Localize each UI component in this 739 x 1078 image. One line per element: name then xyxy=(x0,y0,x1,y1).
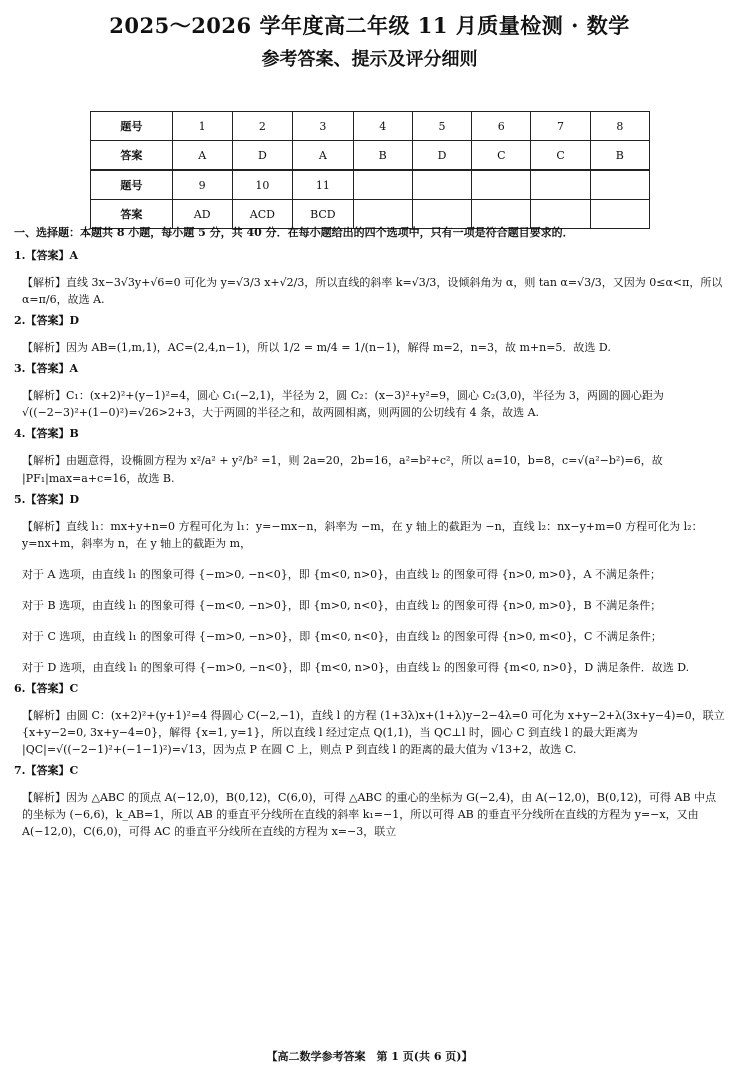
question-block xyxy=(14,425,726,486)
table-cell: D xyxy=(232,141,292,171)
question-answer: 4.【答案】B xyxy=(14,427,79,441)
page-subtitle: 参考答案、提示及评分细则 xyxy=(261,49,478,70)
question-explanation: 【解析】C₁：(x+2)²+(y−1)²=4，圆心 C₁(−2,1)，半径为 2，圆 C₂：(x−3)²+y²=9，圆心 C₂(3,0)，半径为 3，两圆的圆心距为 √((−2−3)²+(1−0)²)=√26>2+3，大于两圆的半径之和，故两圆相离，则两圆的公切线有 4 条，故选 A. xyxy=(22,389,664,420)
case-line: 对于 C 选项，由直线 l₁ 的图象可得 {−m>0, −n>0}，即 {m<0, n<0}，由直线 l₂ 的图象可得 {n>0, m<0}，C 不满足条件； xyxy=(22,629,662,643)
table-header-cell: 题号 xyxy=(91,112,173,141)
answer-table-row xyxy=(91,170,650,200)
question-block xyxy=(14,762,726,840)
table-header-cell: 答案 xyxy=(91,141,173,171)
case-line: 对于 A 选项，由直线 l₁ 的图象可得 {−m>0, −n<0}，即 {m<0, n>0}，由直线 l₂ 的图象可得 {n>0, m>0}，A 不满足条件； xyxy=(22,567,661,581)
table-cell: B xyxy=(590,141,649,171)
table-cell: BCD xyxy=(293,200,354,229)
question-explanation: 【解析】由圆 C：(x+2)²+(y+1)²=4 得圆心 C(−2,−1)，直线 l 的方程 (1+3λ)x+(1+λ)y−2−4λ=0 可化为 x+y−2+λ(3x+y−4)=0，联立 {x+y−2=0, 3x+y−4=0}，解得 {x=1, y=1}，所以直线 l 经过定点 Q(1,1)，当 QC⊥l 时，圆心 C 到直线 l 的最大距离为 |QC|=√((−2−1)²+(−1−1)²)=√13，因为点 P 在圆 C 上，则点 P 到直线 l 的距离的最大值为 √13+2，故选 C. xyxy=(22,708,725,757)
question-answer: 3.【答案】A xyxy=(14,362,79,376)
table-cell: 10 xyxy=(232,170,292,200)
question-explanation: 【解析】由题意得，设椭圆方程为 x²/a² + y²/b² =1，则 2a=20，2b=16，a²=b²+c²，所以 a=10，b=8，c=√(a²−b²)=6，故 |PF₁|max=a+c=16，故选 B. xyxy=(22,454,663,485)
table-cell: A xyxy=(172,141,232,171)
page-footer: 【高二数学参考答案 第 1 页(共 6 页)】 xyxy=(266,1050,473,1063)
table-cell xyxy=(472,170,531,200)
table-cell: 11 xyxy=(293,170,354,200)
question-answer: 5.【答案】D xyxy=(14,492,80,506)
case-line: 对于 B 选项，由直线 l₁ 的图象可得 {−m<0, −n>0}，即 {m>0, n<0}，由直线 l₂ 的图象可得 {n>0, m>0}，B 不满足条件； xyxy=(22,598,662,612)
question-explanation: 【解析】直线 l₁：mx+y+n=0 方程可化为 l₁：y=−mx−n，斜率为 −m，在 y 轴上的截距为 −n，直线 l₂：nx−y+m=0 方程可化为 l₂：y=nx+m，斜率为 n，在 y 轴上的截距为 m， xyxy=(22,519,703,550)
question-answer: 1.【答案】A xyxy=(14,249,79,263)
question-answer: 7.【答案】C xyxy=(14,764,79,778)
question-answer: 6.【答案】C xyxy=(14,681,79,695)
table-cell xyxy=(590,170,649,200)
table-cell xyxy=(531,170,590,200)
table-cell: 6 xyxy=(472,112,531,141)
table-cell: 2 xyxy=(232,112,292,141)
answer-table-row xyxy=(91,141,650,171)
table-cell: ACD xyxy=(232,200,292,229)
question-block xyxy=(14,360,726,421)
answer-body xyxy=(14,224,726,840)
question-answer: 2.【答案】D xyxy=(14,314,80,328)
table-cell: B xyxy=(353,141,412,171)
page-title: 2025～2026 学年度高二年级 11 月质量检测 · 数学 xyxy=(109,13,630,38)
table-cell: D xyxy=(412,141,471,171)
table-cell xyxy=(353,170,412,200)
table-cell: C xyxy=(472,141,531,171)
table-cell xyxy=(412,170,471,200)
question-explanation: 【解析】因为 △ABC 的顶点 A(−12,0)，B(0,12)，C(6,0)，可得 △ABC 的重心的坐标为 G(−2,4)，由 A(−12,0)，B(0,12)，可得 AB 中点的坐标为 (−6,6)，k_AB=1，所以 AB 的垂直平分线所在直线的斜率 k₁=−1，所以可得 AB 的垂直平分线所在直线的方程为 y=−x，又由 A(−12,0)，C(6,0)，可得 AC 的垂直平分线所在直线的方程为 x=−3，联立 xyxy=(22,791,717,839)
answer-table-row xyxy=(91,112,650,141)
table-cell: 8 xyxy=(590,112,649,141)
question-block xyxy=(14,491,726,676)
table-cell: 9 xyxy=(172,170,232,200)
table-header-cell: 题号 xyxy=(91,170,173,200)
table-header-cell: 答案 xyxy=(91,200,173,229)
table-cell: 4 xyxy=(353,112,412,141)
table-cell: 5 xyxy=(412,112,471,141)
table-cell: A xyxy=(293,141,354,171)
table-cell: 3 xyxy=(293,112,354,141)
case-line: 对于 D 选项，由直线 l₁ 的图象可得 {−m>0, −n<0}，即 {m<0, n>0}，由直线 l₂ 的图象可得 {m<0, n>0}，D 满足条件．故选 D. xyxy=(22,660,690,674)
question-block xyxy=(14,312,726,356)
table-cell: C xyxy=(531,141,590,171)
table-cell: AD xyxy=(172,200,232,229)
table-cell: 1 xyxy=(172,112,232,141)
question-block xyxy=(14,680,726,758)
question-explanation: 【解析】因为 AB=(1,m,1)，AC=(2,4,n−1)，所以 1/2 = m/4 = 1/(n−1)，解得 m=2，n=3，故 m+n=5．故选 D. xyxy=(22,341,611,355)
question-block xyxy=(14,247,726,308)
section-title: 一、选择题：本题共 8 小题，每小题 5 分，共 40 分．在每小题给出的四个选项中，只有一项是符合题目要求的． xyxy=(14,226,574,239)
question-explanation: 【解析】直线 3x−3√3y+√6=0 可化为 y=√3/3 x+√2/3，所以直线的斜率 k=√3/3，设倾斜角为 α，则 tan α=√3/3，又因为 0≤α<π，所以 α=π/6，故选 A. xyxy=(22,276,723,307)
table-cell: 7 xyxy=(531,112,590,141)
answer-table xyxy=(90,111,650,229)
